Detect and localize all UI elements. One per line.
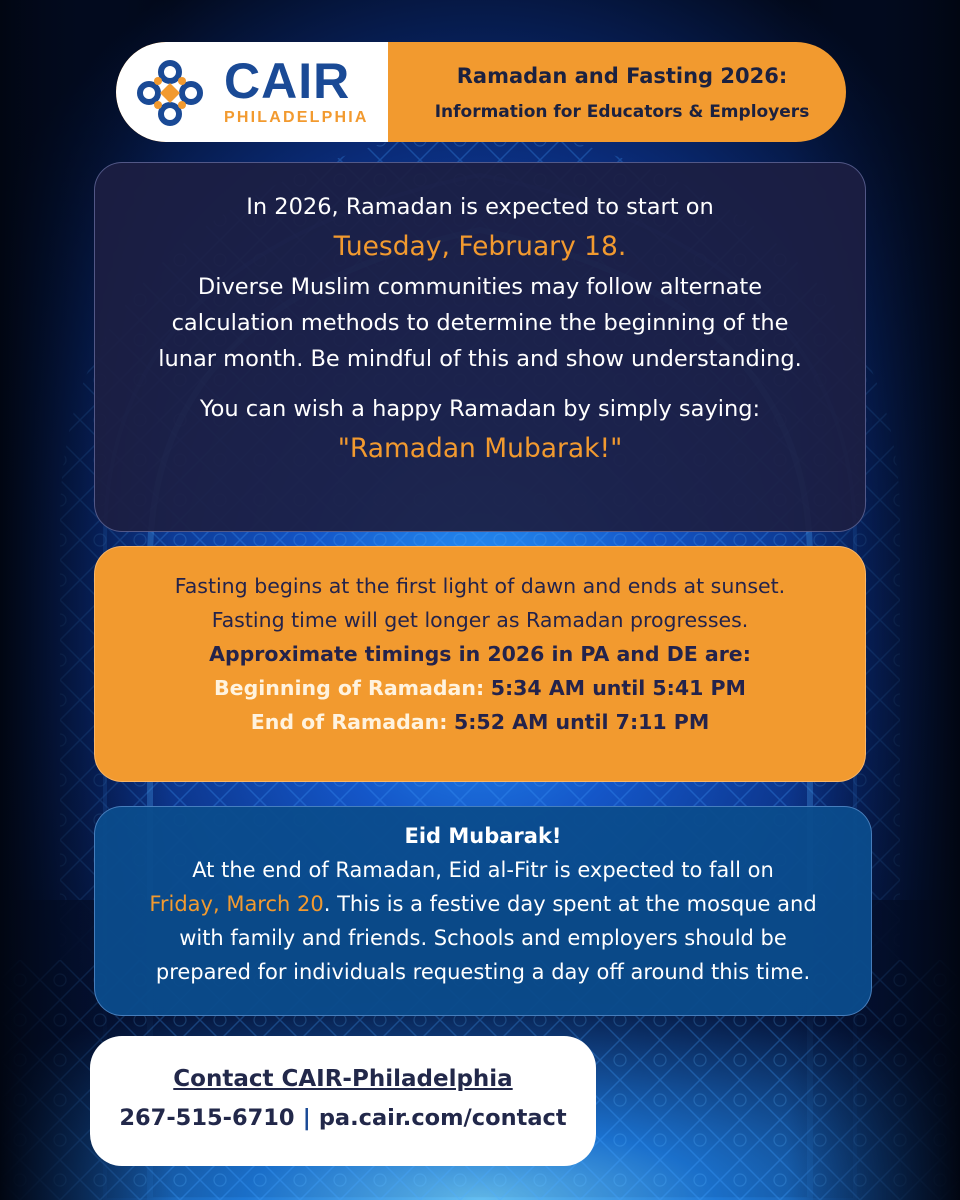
intro-line-2: Diverse Muslim communities may follow alternate — [197, 274, 763, 300]
timing-end-label: End of Ramadan: — [250, 710, 448, 734]
header-banner — [116, 42, 846, 142]
start-date: Tuesday, February 18. — [333, 231, 627, 262]
fasting-times-panel — [94, 546, 866, 782]
eid-heading: Eid Mubarak! — [404, 824, 562, 848]
contact-separator: | — [302, 1105, 311, 1131]
timing-end-row — [95, 705, 865, 739]
cair-emblem-icon — [136, 59, 204, 127]
logo-name: CAIR — [224, 53, 351, 109]
intro-line-4: lunar month. Be mindful of this and show understanding. — [158, 346, 802, 372]
website-link[interactable]: pa.cair.com/contact — [318, 1105, 567, 1131]
timing-begin-label: Beginning of Ramadan: — [214, 676, 485, 700]
greeting-phrase: "Ramadan Mubarak!" — [337, 433, 623, 464]
timing-begin-value: 5:34 AM until 5:41 PM — [490, 676, 746, 700]
eid-line-1: At the end of Ramadan, Eid al-Fitr is expected to fall on — [192, 858, 774, 882]
timing-end-value: 5:52 AM until 7:11 PM — [453, 710, 710, 734]
ramadan-start-panel — [94, 162, 866, 532]
page-subtitle: Information for Educators & Employers — [434, 102, 810, 122]
eid-line-2 — [95, 887, 871, 921]
intro-line-1: In 2026, Ramadan is expected to start on — [246, 194, 714, 220]
page-title: Ramadan and Fasting 2026: — [456, 64, 788, 88]
eid-line-2-rest: . This is a festive day spent at the mosque and — [323, 892, 817, 916]
eid-line-3: with family and friends. Schools and employers should be — [179, 926, 787, 950]
contact-row — [90, 1098, 596, 1138]
intro-line-3: calculation methods to determine the beginning of the — [171, 310, 789, 336]
eid-line-4: prepared for individuals requesting a day off around this time. — [155, 960, 811, 984]
timing-begin-row — [95, 671, 865, 705]
eid-date: Friday, March 20 — [149, 892, 324, 916]
phone-number[interactable]: 267-515-6710 — [119, 1105, 295, 1131]
timings-heading: Approximate timings in 2026 in PA and DE are: — [209, 642, 751, 666]
greeting-line: You can wish a happy Ramadan by simply saying: — [199, 396, 761, 422]
logo-subtitle: PHILADELPHIA — [224, 109, 369, 126]
eid-panel — [94, 806, 872, 1016]
cair-logo — [116, 42, 388, 142]
fasting-line-1: Fasting begins at the first light of dawn and ends at sunset. — [174, 574, 786, 598]
contact-title-link[interactable]: Contact CAIR-Philadelphia — [173, 1066, 513, 1092]
contact-card — [90, 1036, 596, 1166]
fasting-line-2: Fasting time will get longer as Ramadan progresses. — [211, 608, 749, 632]
